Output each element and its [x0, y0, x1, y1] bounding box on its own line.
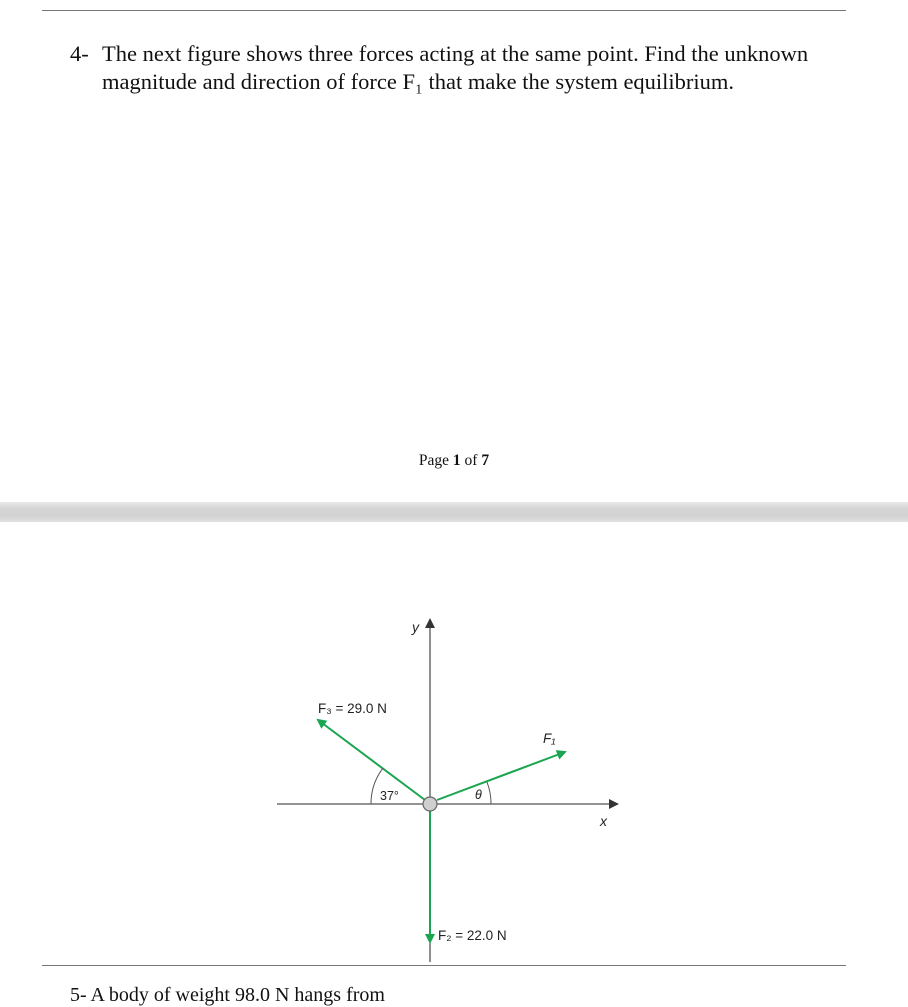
force-f3-vector: [318, 720, 425, 800]
question-text: [102, 40, 882, 96]
document-page-1: [0, 0, 908, 502]
current-page: 1: [452, 452, 461, 469]
page-number-footer: Page 1 of 7: [418, 452, 490, 469]
question-text-line-1: The next figure shows three forces acting at the same point. Find the unknown: [102, 41, 809, 66]
force-f1-vector: [437, 752, 565, 800]
theta-arc: [487, 782, 491, 804]
question-number: 4-: [70, 41, 89, 66]
f3-label: F₃ = 29.0 N: [318, 701, 387, 716]
document-page-2: [0, 522, 908, 1006]
page-section-rule: [42, 965, 846, 966]
question-5-partial: 5- A body of weight 98.0 N hangs from: [70, 984, 385, 1006]
page-separator: [0, 502, 908, 522]
f2-label: F₂ = 22.0 N: [438, 928, 507, 943]
origin-point: [423, 797, 437, 811]
question-text-line-2: magnitude and direction of force F₁ that make the system equilibrium.: [102, 69, 735, 94]
total-pages: 7: [481, 452, 490, 469]
page-top-rule: [42, 10, 846, 11]
f1-label: F₁: [543, 731, 556, 746]
force-diagram: [0, 522, 908, 996]
angle-37-label: 37°: [380, 789, 399, 803]
y-axis-label: y: [412, 619, 419, 635]
x-axis-label: x: [600, 813, 607, 829]
theta-label: θ: [475, 788, 482, 802]
